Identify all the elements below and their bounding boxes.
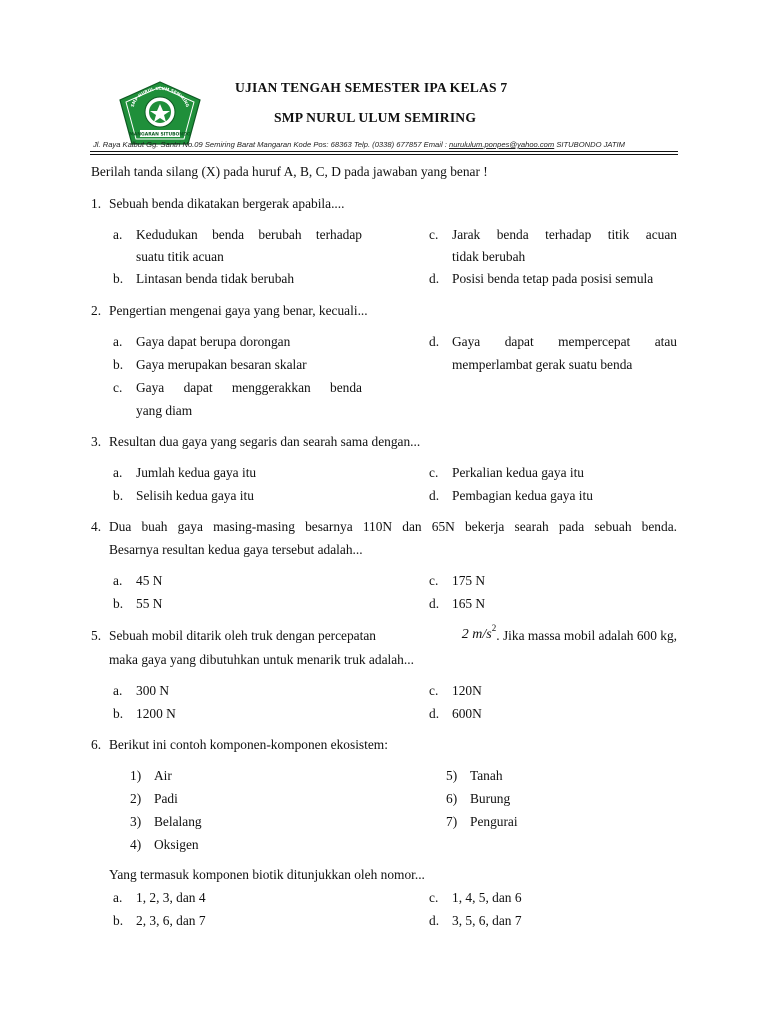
header-divider-thin	[90, 154, 678, 155]
option-c-cont[interactable]: tidak berubah	[452, 249, 526, 264]
option-letter-b[interactable]: b.	[113, 357, 124, 372]
option-d[interactable]: 600N	[452, 706, 482, 721]
component-item: Air	[154, 768, 172, 783]
option-c[interactable]: Jarak benda terhadap titik acuan	[452, 227, 677, 242]
acceleration-formula	[461, 623, 677, 643]
school-logo	[118, 80, 202, 146]
option-letter-d[interactable]: d.	[429, 913, 440, 928]
option-a[interactable]: Jumlah kedua gaya itu	[136, 465, 257, 480]
option-b[interactable]: Lintasan benda tidak berubah	[136, 271, 295, 286]
email-link[interactable]: nurululum.ponpes@yahoo.com	[449, 140, 555, 149]
option-letter-a[interactable]: a.	[113, 573, 123, 588]
formula-base: 2 m/s	[461, 627, 492, 642]
option-letter-a[interactable]: a.	[113, 227, 123, 242]
option-c-cont[interactable]: yang diam	[136, 403, 193, 418]
option-letter-d[interactable]: d.	[429, 271, 440, 286]
svg-text:SMP NURUL ULUM SEMIRING: SMP NURUL ULUM SEMIRING	[129, 85, 191, 108]
component-item: Belalang	[154, 814, 202, 829]
option-d[interactable]: 3, 5, 6, dan 7	[452, 913, 522, 928]
option-letter-c[interactable]: c.	[429, 465, 439, 480]
instruction: Berilah tanda silang (X) pada huruf A, B, C, D pada jawaban yang benar !	[91, 164, 488, 179]
question-text-pre: Sebuah mobil ditarik oleh truk dengan percepatan	[109, 628, 376, 643]
component-item: Oksigen	[154, 837, 199, 852]
option-letter-b[interactable]: b.	[113, 271, 124, 286]
option-letter-b[interactable]: b.	[113, 913, 124, 928]
option-letter-d[interactable]: d.	[429, 488, 440, 503]
option-d[interactable]: Posisi benda tetap pada posisi semula	[452, 271, 654, 286]
question-number: 3.	[91, 434, 102, 449]
question-text: Dua buah gaya masing-masing besarnya 110N dan 65N bekerja searah pada sebuah benda.	[109, 519, 677, 534]
option-letter-b[interactable]: b.	[113, 596, 124, 611]
option-letter-b[interactable]: b.	[113, 488, 124, 503]
question-text-post: . Jika massa mobil adalah 600 kg,	[496, 628, 677, 643]
option-letter-a[interactable]: a.	[113, 683, 123, 698]
exam-title: UJIAN TENGAH SEMESTER IPA KELAS 7	[235, 80, 508, 95]
component-number: 4)	[130, 837, 142, 852]
option-letter-d[interactable]: d.	[429, 706, 440, 721]
formula-exponent: 2	[491, 623, 497, 633]
option-a-cont[interactable]: suatu titik acuan	[136, 249, 224, 264]
option-b[interactable]: 55 N	[136, 596, 163, 611]
option-b[interactable]: 2, 3, 6, dan 7	[136, 913, 206, 928]
option-a[interactable]: Gaya dapat berupa dorongan	[136, 334, 291, 349]
question-text: Sebuah benda dikatakan bergerak apabila....	[109, 196, 345, 211]
question-text	[109, 623, 677, 645]
component-item: Padi	[154, 791, 178, 806]
school-address	[93, 140, 625, 149]
question-number: 4.	[91, 519, 102, 534]
question-text-cont: maka gaya yang dibutuhkan untuk menarik truk adalah...	[109, 652, 414, 667]
question-text-cont: Besarnya resultan kedua gaya tersebut adalah...	[109, 542, 363, 557]
question-number: 5.	[91, 628, 102, 643]
address-city: SITUBONDO JATIM	[554, 140, 625, 149]
option-c[interactable]: 120N	[452, 683, 482, 698]
component-number: 6)	[446, 791, 458, 806]
option-a[interactable]: Kedudukan benda berubah terhadap	[136, 227, 362, 242]
question-text: Resultan dua gaya yang segaris dan searah sama dengan...	[109, 434, 421, 449]
option-d[interactable]: Gaya dapat mempercepat atau	[452, 334, 677, 349]
question-number: 2.	[91, 303, 102, 318]
question-number: 1.	[91, 196, 102, 211]
svg-text:MANGARAN SITUBONDO: MANGARAN SITUBONDO	[129, 132, 191, 138]
question-text: Pengertian mengenai gaya yang benar, kecuali...	[109, 303, 368, 318]
option-a[interactable]: 45 N	[136, 573, 163, 588]
component-item: Burung	[470, 791, 511, 806]
option-letter-c[interactable]: c.	[429, 890, 439, 905]
school-name: SMP NURUL ULUM SEMIRING	[274, 110, 477, 125]
option-c[interactable]: Gaya dapat menggerakkan benda	[136, 380, 362, 395]
option-b[interactable]: 1200 N	[136, 706, 176, 721]
option-letter-d[interactable]: d.	[429, 596, 440, 611]
option-letter-c[interactable]: c.	[429, 573, 439, 588]
component-item: Tanah	[470, 768, 503, 783]
question-text: Berikut ini contoh komponen-komponen ekosistem:	[109, 737, 388, 752]
option-letter-c[interactable]: c.	[429, 683, 439, 698]
component-number: 2)	[130, 791, 142, 806]
option-letter-c[interactable]: c.	[113, 380, 123, 395]
component-item: Pengurai	[470, 814, 518, 829]
option-b[interactable]: Gaya merupakan besaran skalar	[136, 357, 307, 372]
address-text: Jl. Raya Kalbut Gg. Santri No.09 Semiring Barat Mangaran Kode Pos: 68363 Telp. (0338) 677857 Email :	[93, 140, 449, 149]
option-a[interactable]: 1, 2, 3, dan 4	[136, 890, 206, 905]
component-number: 3)	[130, 814, 142, 829]
option-d-cont[interactable]: memperlambat gerak suatu benda	[452, 357, 633, 372]
question-followup: Yang termasuk komponen biotik ditunjukkan oleh nomor...	[109, 867, 425, 882]
component-number: 1)	[130, 768, 142, 783]
option-d[interactable]: Pembagian kedua gaya itu	[452, 488, 593, 503]
component-number: 5)	[446, 768, 458, 783]
option-letter-d[interactable]: d.	[429, 334, 440, 349]
question-number: 6.	[91, 737, 102, 752]
option-letter-a[interactable]: a.	[113, 890, 123, 905]
option-letter-a[interactable]: a.	[113, 334, 123, 349]
option-c[interactable]: Perkalian kedua gaya itu	[452, 465, 584, 480]
option-a[interactable]: 300 N	[136, 683, 170, 698]
component-number: 7)	[446, 814, 458, 829]
option-letter-b[interactable]: b.	[113, 706, 124, 721]
option-letter-c[interactable]: c.	[429, 227, 439, 242]
option-b[interactable]: Selisih kedua gaya itu	[136, 488, 254, 503]
option-c[interactable]: 1, 4, 5, dan 6	[452, 890, 522, 905]
option-d[interactable]: 165 N	[452, 596, 486, 611]
option-c[interactable]: 175 N	[452, 573, 486, 588]
header-divider	[90, 151, 678, 152]
option-letter-a[interactable]: a.	[113, 465, 123, 480]
